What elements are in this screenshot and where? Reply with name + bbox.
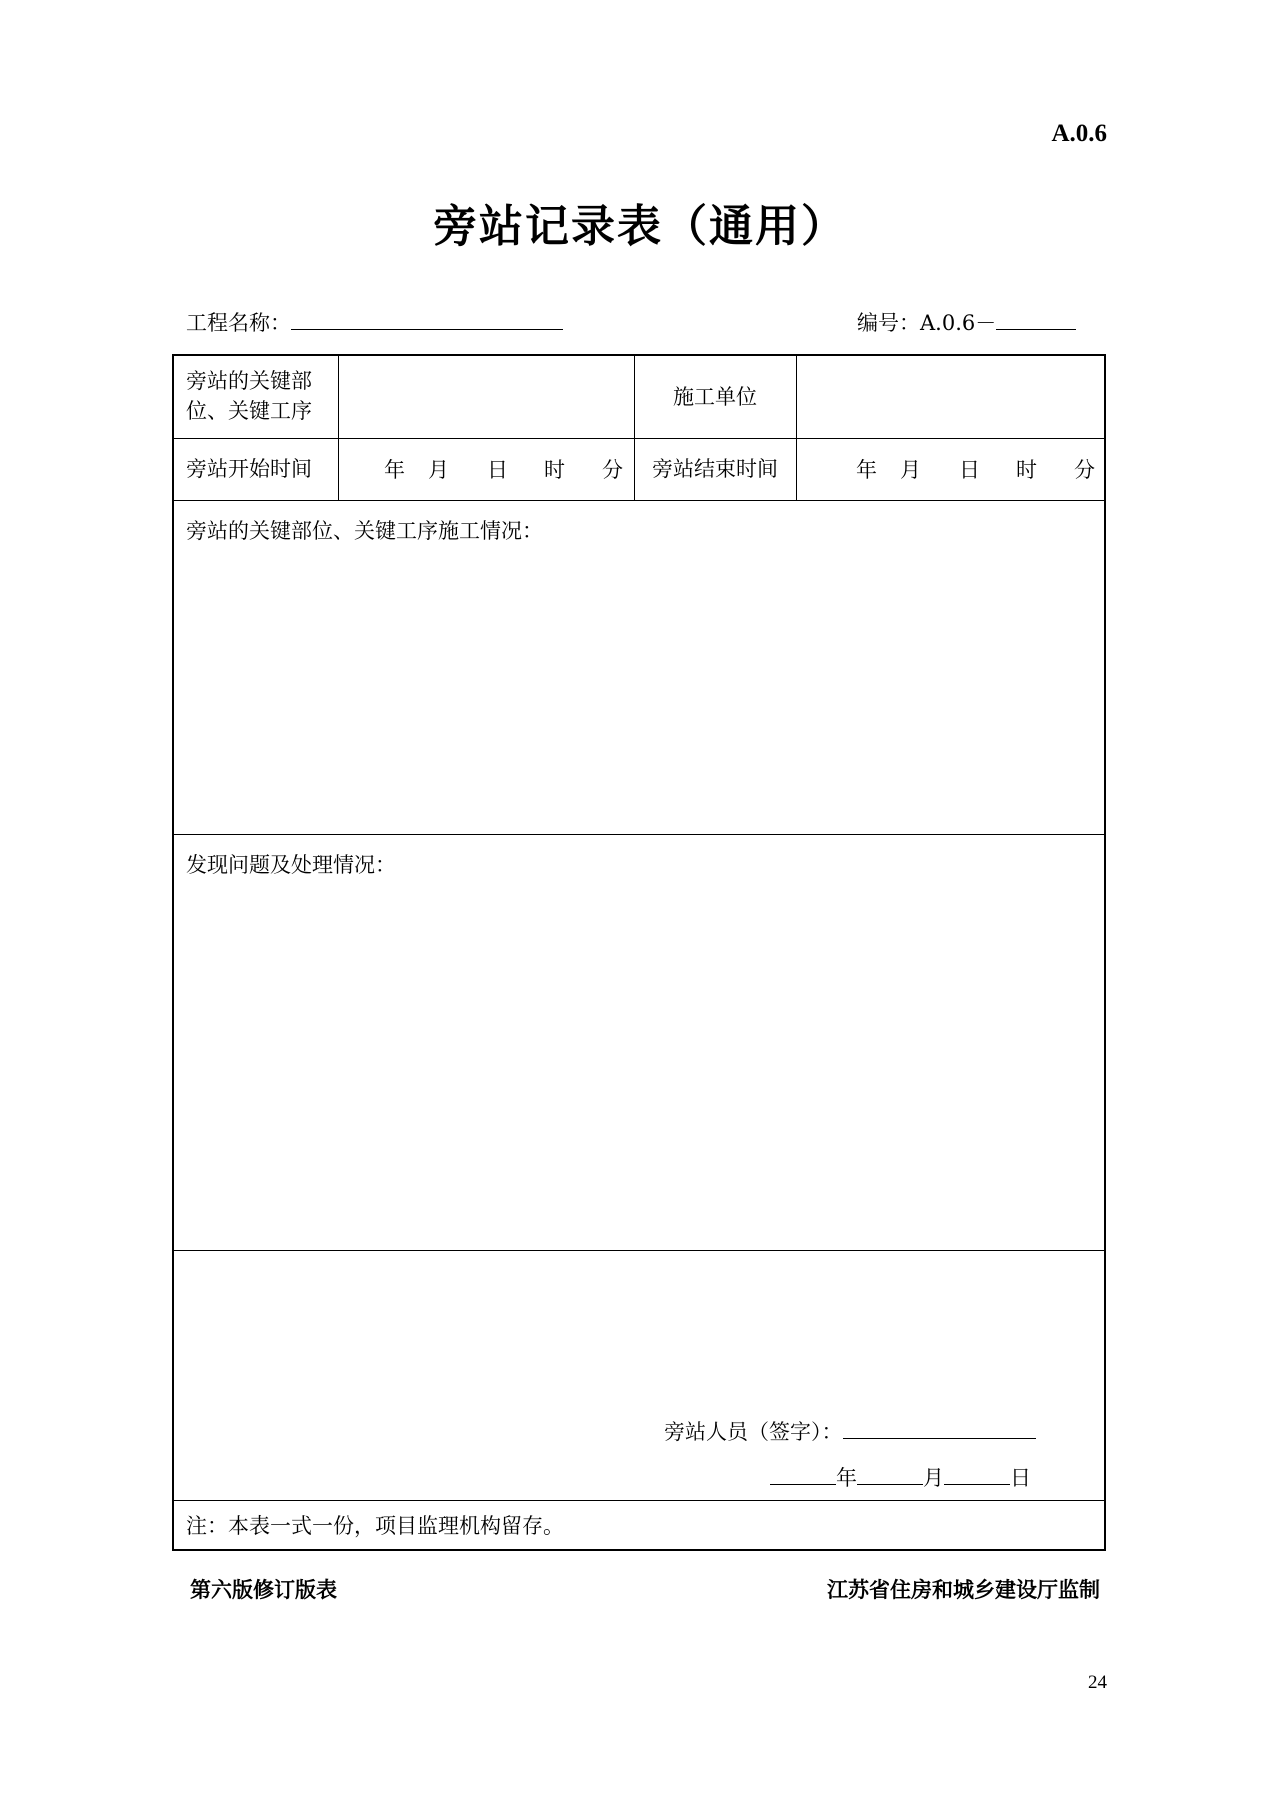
page-number: 24 [1088,1672,1107,1693]
start-day-unit: 日 [487,458,508,482]
project-name-blank[interactable] [291,307,563,330]
supervisor-sign-field[interactable] [664,1416,1036,1447]
key-part-label [186,366,312,426]
end-hour-unit: 时 [1016,458,1037,482]
sign-month-unit: 月 [923,1466,944,1490]
row-divider [174,438,1104,439]
start-hour-unit: 时 [544,458,565,482]
start-minute-unit: 分 [602,458,623,482]
start-month-unit: 月 [428,458,449,482]
sign-day-unit: 日 [1010,1466,1031,1490]
start-year-unit: 年 [384,458,405,482]
supervisor-sign-label: 旁站人员（签字）： [664,1420,843,1444]
row-divider [174,1250,1104,1251]
sign-month-blank[interactable] [857,1462,923,1485]
end-time-label: 旁站结束时间 [652,457,778,481]
problems-label: 发现问题及处理情况： [186,853,396,877]
key-part-label-line1: 旁站的关键部 [186,369,312,393]
end-minute-unit: 分 [1074,458,1095,482]
col-divider [338,356,339,500]
sign-year-unit: 年 [836,1466,857,1490]
end-year-unit: 年 [856,458,877,482]
form-table [172,354,1106,1551]
end-month-unit: 月 [900,458,921,482]
form-code: A.0.6 [1051,120,1107,147]
footer-issuer: 江苏省住房和城乡建设厅监制 [827,1578,1100,1602]
construction-status-label: 旁站的关键部位、关键工序施工情况： [186,519,543,543]
sign-day-blank[interactable] [944,1462,1010,1485]
record-no-label: 编号：A.0.6－ [857,311,997,335]
supervisor-sign-blank[interactable] [843,1416,1036,1439]
record-no-field[interactable] [857,307,1076,337]
contractor-value-cell[interactable] [798,358,1104,436]
record-no-blank[interactable] [996,307,1076,330]
contractor-label: 施工单位 [673,385,757,409]
sign-year-blank[interactable] [770,1462,836,1485]
page-title: 旁站记录表（通用） [433,201,847,252]
row-divider [174,834,1104,835]
row-divider [174,500,1104,501]
construction-status-area[interactable] [176,556,1102,826]
project-name-field[interactable] [186,307,563,337]
table-note: 注：本表一式一份，项目监理机构留存。 [186,1514,564,1538]
col-divider [796,356,797,500]
row-divider [174,1500,1104,1501]
start-time-label: 旁站开始时间 [186,457,312,481]
end-day-unit: 日 [959,458,980,482]
sign-date-field[interactable] [770,1462,1031,1493]
key-part-label-line2: 位、关键工序 [186,399,312,423]
footer-edition: 第六版修订版表 [190,1578,337,1602]
key-part-value-cell[interactable] [340,358,632,436]
project-name-label: 工程名称： [186,311,291,335]
problems-area[interactable] [176,890,1102,1242]
